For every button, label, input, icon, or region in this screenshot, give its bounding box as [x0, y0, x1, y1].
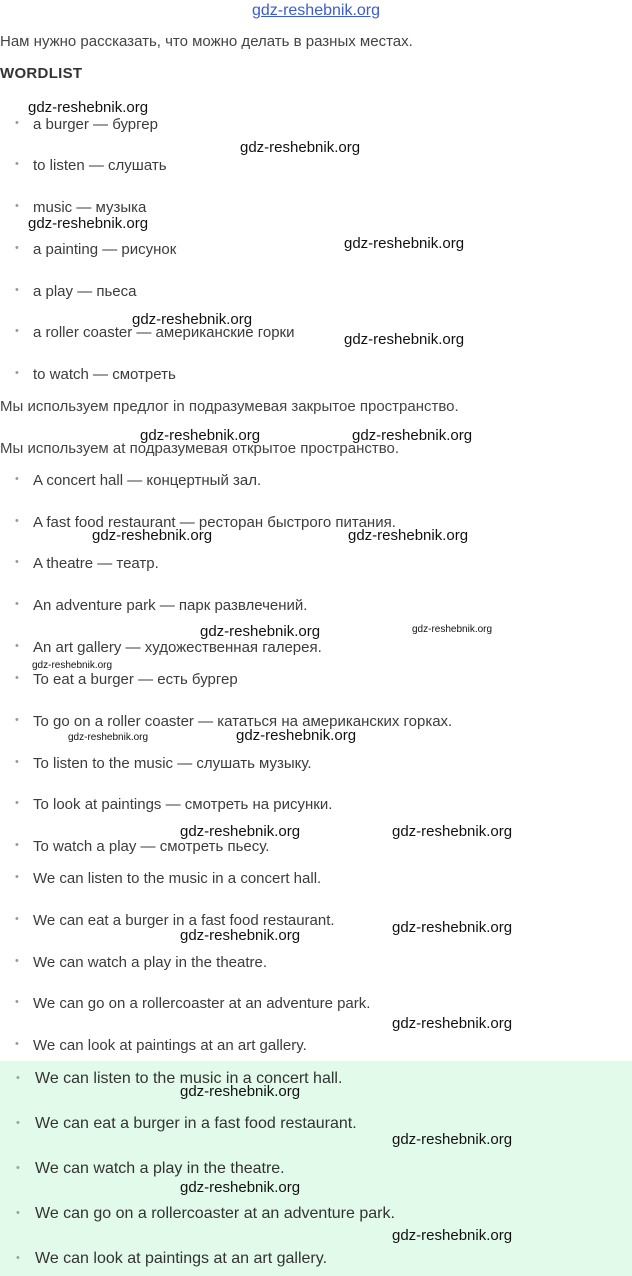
watermark: gdz-reshebnik.org	[92, 527, 213, 544]
watermark: gdz-reshebnik.org	[140, 427, 261, 444]
watermark: gdz-reshebnik.org	[32, 660, 113, 671]
watermark: gdz-reshebnik.org	[68, 732, 149, 743]
watermark: gdz-reshebnik.org	[392, 1015, 513, 1032]
watermark: gdz-reshebnik.org	[344, 331, 465, 348]
watermark: gdz-reshebnik.org	[180, 1179, 301, 1196]
list-item: • a painting — рисунок	[15, 241, 176, 258]
rule-in: Мы используем предлог in подразумевая закрытое пространство.	[0, 398, 459, 415]
list-item: • An art gallery — художественная галерея.	[15, 639, 322, 656]
rule-at: Мы используем at подразумевая открытое пространство.	[0, 440, 400, 457]
list-item: • A concert hall — концертный зал.	[15, 472, 261, 489]
watermark: gdz-reshebnik.org	[240, 139, 361, 156]
list-item: • To look at paintings — смотреть на рисунки.	[15, 796, 332, 813]
watermark: gdz-reshebnik.org	[180, 1083, 301, 1100]
list-item: • To watch a play — смотреть пьесу.	[15, 838, 269, 855]
list-item: • A theatre — театр.	[15, 555, 159, 572]
list-item: • A fast food restaurant — ресторан быстрого питания.	[15, 514, 396, 531]
list-item: • We can look at paintings at an art gallery.	[15, 1037, 307, 1054]
watermark: gdz-reshebnik.org	[180, 927, 301, 944]
watermark: gdz-reshebnik.org	[132, 311, 253, 328]
watermark: gdz-reshebnik.org	[412, 624, 493, 635]
watermark: gdz-reshebnik.org	[392, 1131, 513, 1148]
list-item: • We can watch a play in the theatre.	[15, 954, 267, 971]
list-item: • An adventure park — парк развлечений.	[15, 597, 307, 614]
watermark: gdz-reshebnik.org	[180, 823, 301, 840]
list-item: • a roller coaster — американские горки	[15, 324, 295, 341]
list-item: • We can go on a rollercoaster at an adventure park.	[15, 995, 370, 1012]
watermark: gdz-reshebnik.org	[28, 215, 149, 232]
intro-text: Нам нужно рассказать, что можно делать в разных местах.	[0, 33, 413, 50]
watermark: gdz-reshebnik.org	[200, 623, 321, 640]
list-item: • music — музыка	[15, 199, 146, 216]
watermark: gdz-reshebnik.org	[236, 727, 357, 744]
answer-item: • We can eat a burger in a fast food restaurant.	[16, 1115, 357, 1133]
watermark: gdz-reshebnik.org	[28, 99, 149, 116]
list-item: • We can listen to the music in a concert hall.	[15, 870, 321, 887]
watermark: gdz-reshebnik.org	[352, 427, 473, 444]
answer-item: • We can look at paintings at an art gallery.	[16, 1250, 327, 1268]
list-item: • to watch — смотреть	[15, 366, 176, 383]
watermark: gdz-reshebnik.org	[344, 235, 465, 252]
watermark: gdz-reshebnik.org	[392, 823, 513, 840]
site-link[interactable]: gdz-reshebnik.org	[251, 2, 381, 19]
list-item: • To go on a roller coaster — кататься на американских горках.	[15, 713, 452, 730]
list-item: • a burger — бургер	[15, 116, 158, 133]
answer-item: • We can watch a play in the theatre.	[16, 1160, 285, 1178]
list-item: • a play — пьеса	[15, 283, 136, 300]
list-item: • We can eat a burger in a fast food restaurant.	[15, 912, 335, 929]
watermark: gdz-reshebnik.org	[348, 527, 469, 544]
list-item: • To eat a burger — есть бургер	[15, 671, 238, 688]
watermark: gdz-reshebnik.org	[392, 1227, 513, 1244]
list-item: • to listen — слушать	[15, 157, 167, 174]
watermark: gdz-reshebnik.org	[392, 919, 513, 936]
answer-item: • We can go on a rollercoaster at an adventure park.	[16, 1205, 395, 1223]
wordlist-heading: WORDLIST	[0, 65, 83, 82]
list-item: • To listen to the music — слушать музыку.	[15, 755, 312, 772]
answer-item: • We can listen to the music in a concert hall.	[16, 1070, 342, 1088]
